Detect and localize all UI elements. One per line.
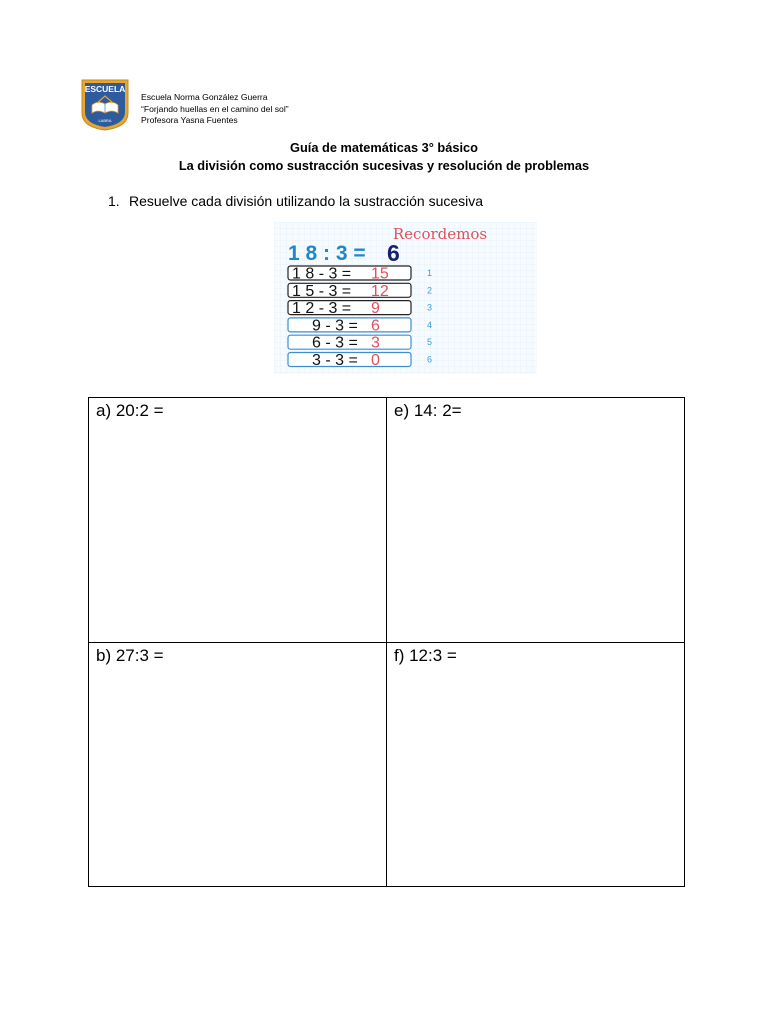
example-step-row bbox=[288, 283, 432, 300]
example-step-row bbox=[288, 352, 432, 369]
teacher-name: Profesora Yasna Fuentes bbox=[141, 115, 238, 125]
exercise-label: e) 14: 2= bbox=[394, 401, 462, 420]
exercise-label: b) 27:3 = bbox=[96, 645, 164, 665]
example-step-counter: 2 bbox=[427, 285, 433, 296]
example-step-expression: 6 - 3 = bbox=[312, 334, 358, 352]
example-step-answer: 9 bbox=[371, 300, 380, 318]
instruction-text: Resuelve cada división utilizando la sustracción sucesiva bbox=[129, 193, 484, 209]
exercise-grid bbox=[88, 397, 685, 887]
school-motto: “Forjando huellas en el camino del sol” bbox=[141, 103, 289, 114]
example-step-expression: 1 5 - 3 = bbox=[292, 282, 352, 300]
example-step-expression: 1 8 - 3 = bbox=[292, 265, 352, 283]
example-equation-text: 1 8 : 3 = bbox=[288, 242, 366, 265]
exercise-cell-f[interactable] bbox=[387, 642, 685, 887]
instruction-number: 1. bbox=[108, 193, 120, 209]
example-step-counter: 6 bbox=[427, 354, 433, 365]
example-equation-result: 6 bbox=[387, 240, 400, 266]
logo-top-text: ESCUELA bbox=[84, 84, 126, 94]
example-step-expression: 3 - 3 = bbox=[312, 352, 358, 369]
example-step-counter: 1 bbox=[427, 268, 433, 278]
page-subtitle: La división como sustracción sucesivas y resolución de problemas bbox=[178, 158, 590, 173]
example-step-expression: 1 2 - 3 = bbox=[292, 300, 352, 318]
example-step-row bbox=[288, 335, 432, 352]
page-title: Guía de matemáticas 3° básico bbox=[290, 140, 478, 155]
exercise-cell-a[interactable] bbox=[89, 398, 387, 643]
example-step-answer: 3 bbox=[371, 334, 380, 352]
school-logo bbox=[80, 79, 130, 131]
exercise-cell-b[interactable] bbox=[89, 642, 387, 887]
example-step-answer: 0 bbox=[371, 352, 380, 369]
example-step-answer: 15 bbox=[371, 265, 389, 283]
example-step-row bbox=[288, 300, 432, 317]
example-step-counter: 3 bbox=[427, 302, 433, 313]
example-step-row bbox=[288, 317, 432, 334]
example-step-row bbox=[288, 266, 432, 283]
exercise-label: f) 12:3 = bbox=[394, 645, 457, 665]
example-step-answer: 12 bbox=[371, 282, 389, 300]
example-illustration bbox=[274, 222, 537, 374]
logo-bottom-text: LABRA bbox=[98, 118, 112, 123]
example-step-answer: 6 bbox=[371, 317, 380, 335]
school-name: Escuela Norma González Guerra bbox=[141, 92, 268, 102]
example-heading: Recordemos bbox=[392, 225, 488, 243]
example-step-counter: 4 bbox=[427, 319, 433, 330]
exercise-label: a) 20:2 = bbox=[96, 401, 164, 420]
exercise-cell-e[interactable] bbox=[387, 398, 685, 643]
school-info bbox=[141, 92, 289, 127]
instruction bbox=[108, 193, 483, 209]
example-step-expression: 9 - 3 = bbox=[312, 317, 358, 335]
example-step-counter: 5 bbox=[427, 337, 433, 348]
